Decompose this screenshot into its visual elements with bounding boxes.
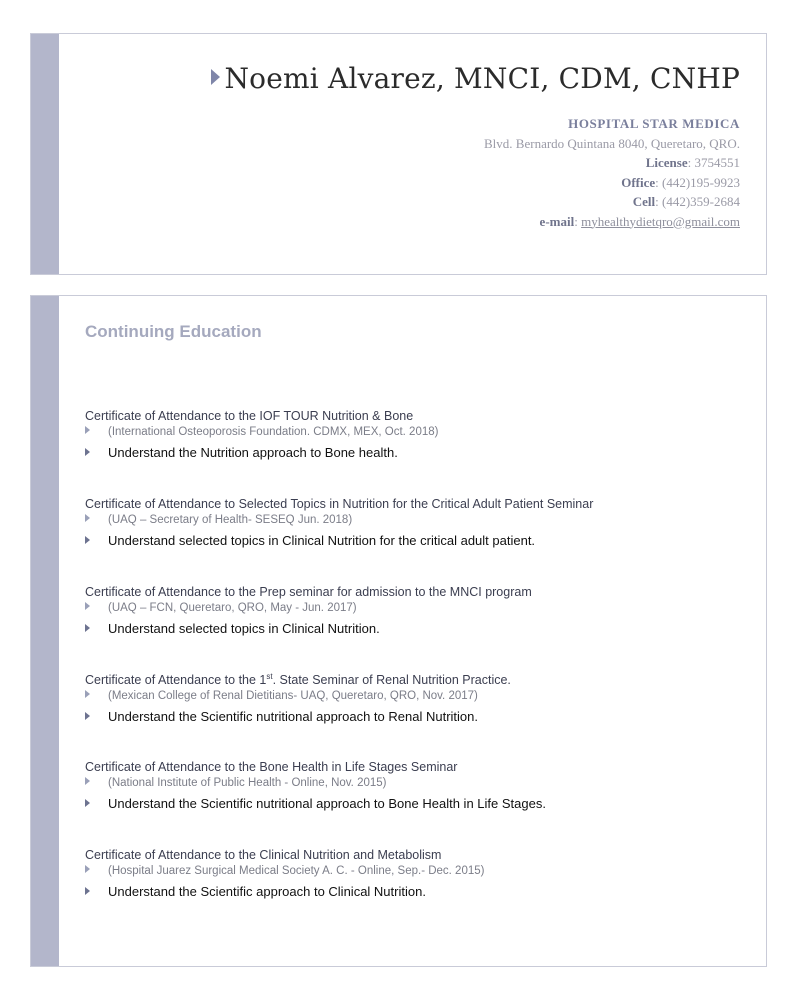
education-entry <box>85 409 746 460</box>
triangle-bullet-icon <box>85 865 90 873</box>
entry-title: Certificate of Attendance to Selected Topics in Nutrition for the Critical Adult Patient Seminar <box>85 497 594 511</box>
license-line <box>484 153 740 173</box>
entry-outcome-text: Understand the Scientific nutritional approach to Renal Nutrition. <box>108 709 478 725</box>
cell-line <box>484 192 740 212</box>
education-entry <box>85 497 746 548</box>
entry-outcome <box>85 884 746 899</box>
triangle-bullet-icon <box>85 887 90 895</box>
person-name <box>211 62 740 95</box>
entry-detail <box>85 514 746 526</box>
entry-detail <box>85 777 746 789</box>
office-label: Office <box>621 174 656 190</box>
entry-detail-text: (International Osteoporosis Foundation. CDMX, MEX, Oct. 2018) <box>108 426 439 438</box>
license-value: : 3754551 <box>687 155 740 170</box>
entry-outcome-text: Understand the Scientific nutritional approach to Bone Health in Life Stages. <box>108 796 546 811</box>
entry-title-text: Certificate of Attendance to the 1 <box>85 673 267 688</box>
triangle-bullet-icon <box>85 536 90 544</box>
entry-detail-text: (Hospital Juarez Surgical Medical Society A. C. - Online, Sep.- Dec. 2015) <box>108 865 485 877</box>
education-entry <box>85 585 746 636</box>
cell-label: Cell <box>632 194 656 209</box>
triangle-bullet-icon <box>85 777 90 785</box>
office-value: : (442)195-9923 <box>655 174 740 190</box>
email-label: e-mail <box>539 213 575 229</box>
card-accent-bar <box>31 296 59 966</box>
triangle-bullet-icon <box>85 690 90 698</box>
entry-outcome-text: Understand selected topics in Clinical Nutrition. <box>108 621 380 636</box>
entry-outcome <box>85 796 746 811</box>
entry-title-ordinal: st <box>266 672 273 681</box>
entry-title-text-rest: . State Seminar of Renal Nutrition Practice. <box>272 673 511 688</box>
email-line <box>484 212 740 232</box>
entry-outcome <box>85 533 746 548</box>
license-label: License <box>645 155 688 170</box>
triangle-bullet-icon <box>85 448 90 456</box>
education-entry <box>85 848 746 899</box>
triangle-bullet-icon <box>85 426 90 434</box>
hospital-name: HOSPITAL STAR MEDICA <box>568 116 740 131</box>
email-separator: : <box>574 213 582 229</box>
entry-detail-text: (Mexican College of Renal Dietitians- UAQ, Queretaro, QRO, Nov. 2017) <box>108 690 478 703</box>
education-entry <box>85 672 746 724</box>
entry-detail-text: (National Institute of Public Health - Online, Nov. 2015) <box>108 777 387 789</box>
contact-details <box>484 114 740 231</box>
contact-card <box>30 33 767 275</box>
triangle-bullet-icon <box>211 69 220 85</box>
education-card <box>30 295 767 967</box>
entry-detail <box>85 690 746 702</box>
office-line <box>484 173 740 193</box>
entry-detail <box>85 865 746 877</box>
triangle-bullet-icon <box>85 514 90 522</box>
entry-title: Certificate of Attendance to the IOF TOUR Nutrition & Bone <box>85 409 414 423</box>
email-link[interactable]: myhealthydietqro@gmail.com <box>581 213 740 229</box>
card-accent-bar <box>31 34 59 274</box>
triangle-bullet-icon <box>85 712 90 720</box>
entry-outcome-text: Understand selected topics in Clinical Nutrition for the critical adult patient. <box>108 533 536 548</box>
entry-outcome <box>85 709 746 724</box>
triangle-bullet-icon <box>85 602 90 610</box>
education-entry <box>85 760 746 811</box>
entry-detail-text: (UAQ – FCN, Queretaro, QRO, May - Jun. 2017) <box>108 602 357 614</box>
section-title: Continuing Education <box>85 322 262 341</box>
entry-title: Certificate of Attendance to the Bone Health in Life Stages Seminar <box>85 760 458 774</box>
triangle-bullet-icon <box>85 624 90 632</box>
entry-outcome <box>85 621 746 636</box>
entry-title: Certificate of Attendance to the Clinical Nutrition and Metabolism <box>85 848 442 862</box>
cell-value: : (442)359-2684 <box>655 194 740 209</box>
entry-outcome <box>85 445 746 460</box>
entry-outcome-text: Understand the Nutrition approach to Bone health. <box>108 445 398 460</box>
entry-detail-text: (UAQ – Secretary of Health- SESEQ Jun. 2018) <box>108 514 353 526</box>
entry-title: Certificate of Attendance to the Prep seminar for admission to the MNCI program <box>85 585 532 599</box>
entry-detail <box>85 602 746 614</box>
entry-outcome-text: Understand the Scientific approach to Clinical Nutrition. <box>108 884 426 899</box>
entry-detail <box>85 426 746 438</box>
address: Blvd. Bernardo Quintana 8040, Queretaro, QRO. <box>484 135 740 151</box>
entry-title <box>85 672 746 687</box>
triangle-bullet-icon <box>85 799 90 807</box>
person-name-text: Noemi Alvarez, MNCI, CDM, CNHP <box>224 62 740 95</box>
